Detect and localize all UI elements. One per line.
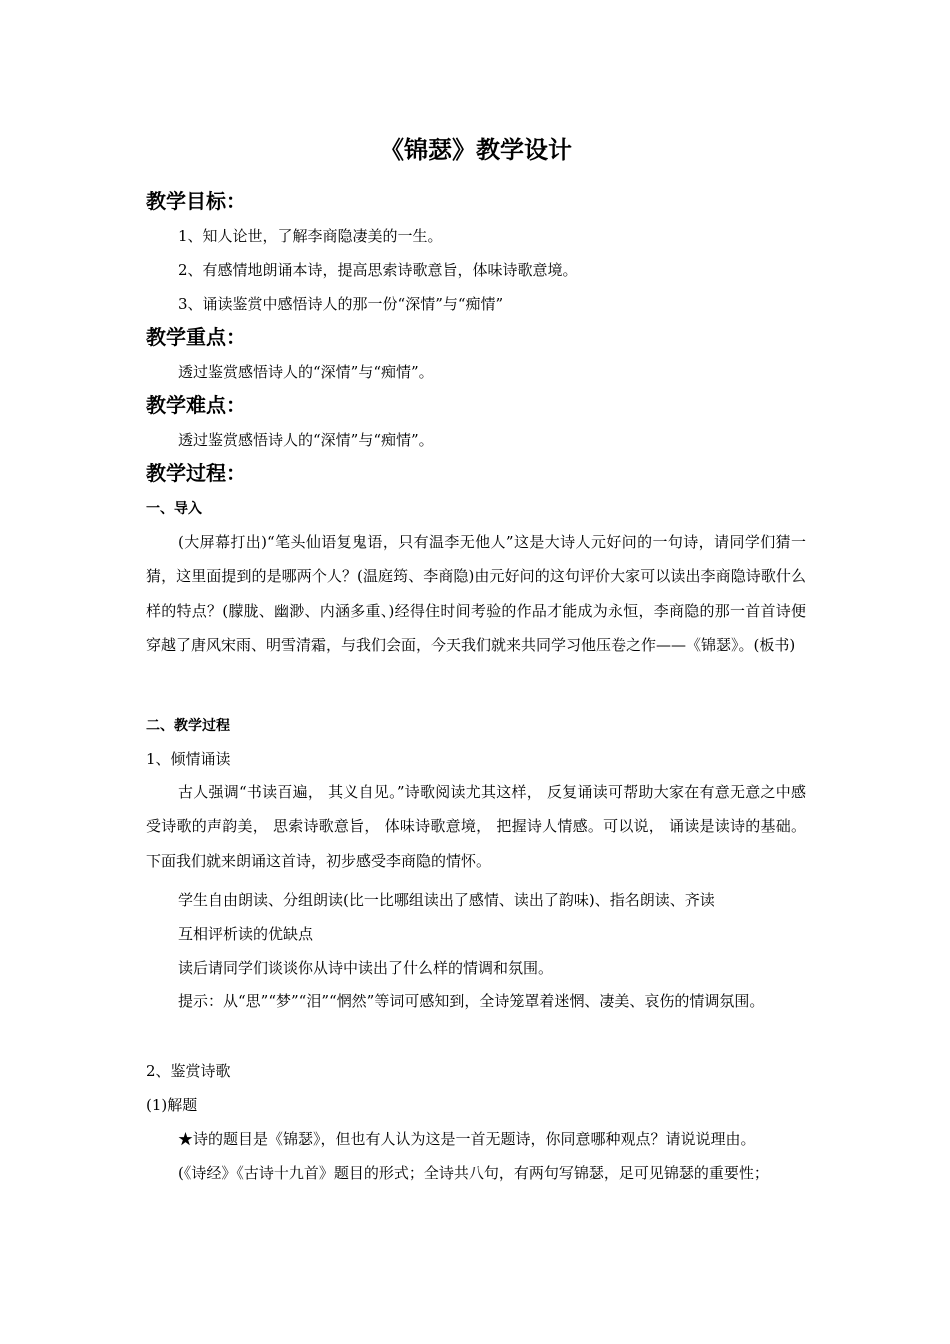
step1-discuss: 读后请同学们谈谈你从诗中读出了什么样的情调和氛围。 <box>178 959 554 977</box>
difficulties-text: 透过鉴赏感悟诗人的“深情”与“痴情”。 <box>178 431 434 449</box>
document-title: 《锦瑟》教学设计 <box>380 136 572 164</box>
sub1-question: ★诗的题目是《锦瑟》，但也有人认为这是一首无题诗，你同意哪种观点？请说说理由。 <box>178 1130 756 1148</box>
objective-item-2: 2、有感情地朗诵本诗，提高思索诗歌意旨，体味诗歌意境。 <box>178 261 578 279</box>
process-heading: 教学过程： <box>146 461 246 485</box>
step2-title: 2、鉴赏诗歌 <box>146 1062 231 1080</box>
difficulties-heading: 教学难点： <box>146 393 246 417</box>
key-points-heading: 教学重点： <box>146 325 246 349</box>
intro-heading: 一、导入 <box>146 501 202 517</box>
objective-item-3: 3、诵读鉴赏中感悟诗人的那一份“深情”与“痴情” <box>178 295 504 313</box>
process-subheading: 二、教学过程 <box>146 718 230 734</box>
sub1-answer: (《诗经》《古诗十九首》题目的形式；全诗共八句，有两句写锦瑟，足可见锦瑟的重要性； <box>178 1164 769 1182</box>
step1-hint: 提示：从“思”“梦”“泪”“惘然”等词可感知到，全诗笼罩着迷惘、凄美、哀伤的情调氛围。 <box>178 992 765 1010</box>
step1-activity: 学生自由朗读、分组朗读(比一比哪组读出了感情、读出了韵味)、指名朗读、齐读 <box>178 891 715 909</box>
objectives-heading: 教学目标： <box>146 189 246 213</box>
step1-title: 1、倾情诵读 <box>146 750 231 768</box>
sub1-title: (1)解题 <box>146 1096 198 1114</box>
key-points-text: 透过鉴赏感悟诗人的“深情”与“痴情”。 <box>178 363 434 381</box>
objective-item-1: 1、知人论世，了解李商隐凄美的一生。 <box>178 227 443 245</box>
intro-paragraph: (大屏幕打出)“笔头仙语复鬼语，只有温李无他人”这是大诗人元好问的一句诗，请同学们猜一猜，这里面提到的是哪两个人？(温庭筠、李商隐)由元好问的这句评价大家可以读出李商隐诗歌什么样的特点？(朦胧、幽渺、内涵多重、)经得住时间考验的作品才能成为永恒，李商隐的那一首首诗便穿越了唐风宋雨、明雪清霜，与我们会面，今天我们就来共同学习他压卷之作——《锦瑟》。(板书) <box>146 533 806 654</box>
step1-paragraph: 古人强调“书读百遍， 其义自见。”诗歌阅读尤其这样， 反复诵读可帮助大家在有意无意之中感受诗歌的声韵美， 思索诗歌意旨， 体味诗歌意境， 把握诗人情感。可以说， 诵读是读诗的基础。下面我们就来朗诵这首诗，初步感受李商隐的情怀。 <box>146 783 806 870</box>
step1-eval: 互相评析读的优缺点 <box>178 925 314 943</box>
